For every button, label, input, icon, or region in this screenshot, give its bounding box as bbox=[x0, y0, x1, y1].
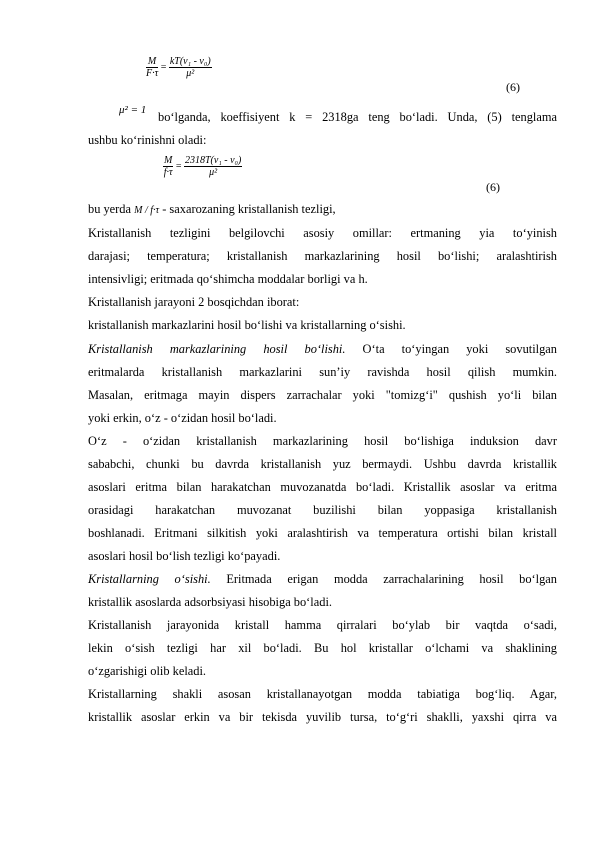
text-line-21: Kristallanish jarayonida kristall hamma qirralari bo‘ylab bir vaqtda o‘sadi, bbox=[88, 618, 557, 632]
formula-2-lhs: $\frac{M}{f\cdot\tau}$ bbox=[163, 155, 173, 178]
condition-formula: μ² = 1 bbox=[119, 104, 147, 116]
subheading-nucleation: Kristallanish markazlarining hosil bo‘lishi. bbox=[88, 342, 346, 356]
text-line-25: kristallik asoslar erkin va bir tekisda yuvilib tursa, to‘g‘ri shaklli, yaxshi qirra va bbox=[88, 710, 557, 724]
formula-2-rhs: $\frac{\text{2318T(v₁ - v₀)}}{\text{μ²}}$ bbox=[184, 155, 242, 178]
text-line-17: boshlanadi. Eritmani silkitish yoki aralashtirish va temperatura ortishi bilan kristall bbox=[88, 526, 557, 540]
text-line-6: intensivligi; eritmada qo‘shimcha moddalar borligi va h. bbox=[88, 272, 368, 286]
text-line-5: darajasi; temperatura; kristallanish markazlarining hosil bo‘lishi; aralashtirish bbox=[88, 249, 557, 263]
subheading-growth: Kristallarning o‘sishi. bbox=[88, 572, 211, 586]
text-line-1: bo‘lganda, koeffisiyent k = 2318ga teng bo‘ladi. Unda, (5) tenglama bbox=[158, 110, 557, 124]
text-line-14: sababchi, chunki bu davrda kristallanish yuz bermaydi. Ushbu davrda kristallik bbox=[88, 457, 557, 471]
text-line-19: Kristallarning o‘sishi. Eritmada erigan modda zarrachalarining hosil bo‘lgan bbox=[88, 572, 557, 586]
text-line-2: ushbu ko‘rinishni oladi: bbox=[88, 133, 207, 147]
equation-number-2: (6) bbox=[486, 180, 500, 194]
text-line-11: Masalan, eritmaga mayin dispers zarrachalar yoki "tomizg‘i" qushish yo‘li bilan bbox=[88, 388, 557, 402]
text-line-20: kristallik asoslarda adsorbsiyasi hisobiga bo‘ladi. bbox=[88, 595, 332, 609]
text-line-13: O‘z - o‘zidan kristallanish markazlarining hosil bo‘lishiga induksion davr bbox=[88, 434, 557, 448]
text-line-10: eritmalarda kristallanish markazlarini sun’iy ravishda hosil qilish mumkin. bbox=[88, 365, 557, 379]
text-line-8: kristallanish markazlarini hosil bo‘lishi va kristallarning o‘sishi. bbox=[88, 318, 406, 332]
text-line-24: Kristallarning shakli asosan kristallanayotgan modda tabiatiga bog‘liq. Agar, bbox=[88, 687, 557, 701]
formula-1: $\frac{M}{F\cdot\tau}$ = $\frac{\text{kT(v₁ - v₀)}}{\text{μ²}}$ bbox=[146, 56, 211, 79]
text-line-23: o‘zgarishigi olib keladi. bbox=[88, 664, 207, 678]
text-line-15: asoslari eritma bilan harakatchan muvozanatda bo‘ladi. Kristallik asoslar va eritma bbox=[88, 480, 557, 494]
text-line-7: Kristallanish jarayoni 2 bosqichdan iborat: bbox=[88, 295, 300, 309]
formula-1-rhs: $\frac{\text{kT(v₁ - v₀)}}{\text{μ²}}$ bbox=[169, 56, 211, 79]
inline-formula: M / f·τ bbox=[134, 205, 160, 216]
equation-number-1: (6) bbox=[506, 80, 520, 94]
formula-2: $\frac{M}{f\cdot\tau}$ = $\frac{\text{2318T(v₁ - v₀)}}{\text{μ²}}$ bbox=[163, 155, 242, 178]
formula-1-lhs: $\frac{M}{F\cdot\tau}$ bbox=[146, 56, 159, 79]
text-line-3: bu yerda M / f·τ - saxarozaning kristallanish tezligi, bbox=[88, 202, 336, 216]
text-line-22: lekin o‘sish tezligi har xil bo‘ladi. Bu hol kristallar o‘lchami va shaklining bbox=[88, 641, 557, 655]
text-line-12: yoki erkin, o‘z - o‘zidan hosil bo‘ladi. bbox=[88, 411, 277, 425]
text-line-9: Kristallanish markazlarining hosil bo‘lishi. O‘ta to‘yingan yoki sovutilgan bbox=[88, 342, 557, 356]
text-line-4: Kristallanish tezligini belgilovchi asosiy omillar: ertmaning yia to‘yinish bbox=[88, 226, 557, 240]
text-line-16: orasidagi harakatchan muvozanat buzilishi bilan yoppasiga kristallanish bbox=[88, 503, 557, 517]
text-line-18: asoslari hosil bo‘lish tezligi ko‘payadi. bbox=[88, 549, 281, 563]
